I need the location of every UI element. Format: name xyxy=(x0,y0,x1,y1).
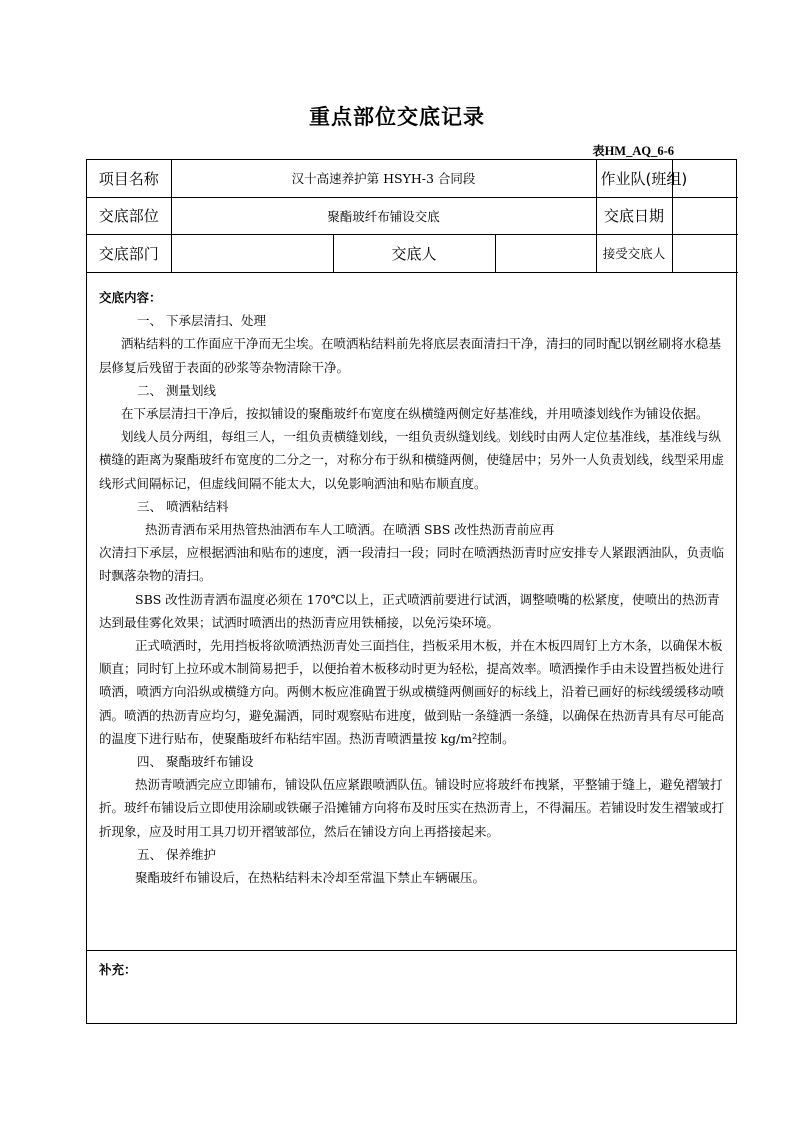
dept-label: 交底部门 xyxy=(87,234,171,272)
form-code xyxy=(593,142,674,159)
paragraph-4-rest: 次清扫下承层，应根据洒油和贴布的速度，洒一段清扫一段；同时在喷洒热沥青时应安排专人紧跟洒油队，负责临时飘落杂物的清扫。 xyxy=(99,545,725,584)
section-heading-2: 二、 测量划线 xyxy=(137,382,216,398)
part-label: 交底部位 xyxy=(87,197,171,234)
content-section xyxy=(87,273,736,951)
project-value: 汉十高速养护第 HSYH-3 合同段 xyxy=(171,160,596,197)
header-row-dept xyxy=(87,234,738,272)
receiver-value[interactable] xyxy=(672,234,738,272)
paragraph-2: 在下承层清扫干净后，按拟铺设的聚酯玻纤布宽度在纵横缝两侧定好基准线，并用喷漆划线作为铺设依据。 xyxy=(121,406,709,422)
dept-value[interactable] xyxy=(171,234,333,272)
content-label: 交底内容： xyxy=(99,290,162,305)
header-table xyxy=(87,160,738,273)
paragraph-5: SBS 改性沥青洒布温度必须在 170℃以上，正式喷洒前要进行试洒，调整喷嘴的松紧度，使喷出的热沥青达到最佳雾化效果；试洒时喷洒出的热沥青应用铁桶接，以免污染环境。 xyxy=(99,591,720,630)
person-label: 交底人 xyxy=(333,234,495,272)
team-label: 作业队(班组) xyxy=(596,160,672,197)
date-label: 交底日期 xyxy=(596,197,672,234)
receiver-label: 接受交底人 xyxy=(596,234,672,272)
date-value[interactable] xyxy=(672,197,738,234)
paragraph-1: 洒粘结料的工作面应干净而无尘埃。在喷洒粘结料前先将底层表面清扫干净，清扫的同时配以钢丝刷将水稳基层修复后残留于表面的砂浆等杂物清除干净。 xyxy=(99,336,722,375)
paragraph-8: 聚酯玻纤布铺设后，在热粘结料未冷却至常温下禁止车辆碾压。 xyxy=(135,870,486,886)
form-code-value: HM_AQ_6-6 xyxy=(604,144,674,158)
header-row-part xyxy=(87,197,738,234)
form-code-prefix: 表 xyxy=(592,144,605,158)
paragraph-3: 划线人员分两组，每组三人，一组负责横缝划线，一组负责纵缝划线。划线时由两人定位基准线，基准线与纵横缝的距离为聚酯玻纤布宽度的二分之一，对称分布于纵和横缝两侧，使缝居中；另外一人负责划线，线型采用虚线形式间隔标记，但虚线间隔不能太大，以免影响洒油和贴布顺直度。 xyxy=(99,429,725,491)
paragraph-6: 正式喷洒时，先用挡板将欲喷洒热沥青处三面挡住，挡板采用木板，并在木板四周钉上方木条，以确保木板顺直；同时钉上拉环或木制简易把手，以便抬着木板移动时更为轻松，提高效率。喷洒操作手由未设置挡板处进行喷洒，喷洒方向沿纵或横缝方向。两侧木板应准确置于纵或横缝两侧画好的标线上，沿着已画好的标线缓缓移动喷洒。喷洒的热沥青应均匀，避免漏洒，同时观察贴布进度，做到贴一条缝洒一条缝，以确保在热沥青具有尽可能高的温度下进行贴布，使聚酯玻纤布粘结牢固。热沥青喷洒量按 kg/m²控制。 xyxy=(99,638,725,746)
document-title: 重点部位交底记录 xyxy=(309,105,485,129)
section-heading-3: 三、 喷洒粘结料 xyxy=(137,498,229,514)
record-sheet xyxy=(86,159,737,1024)
section-heading-4: 四、 聚酯玻纤布铺设 xyxy=(137,754,254,770)
supplement-label: 补充： xyxy=(99,962,137,977)
section-heading-1: 一、 下承层清扫、处理 xyxy=(137,313,266,329)
project-label: 项目名称 xyxy=(87,160,171,197)
part-value: 聚酯玻纤布铺设交底 xyxy=(171,197,596,234)
section-heading-5: 五、 保养维护 xyxy=(137,846,216,862)
person-value[interactable] xyxy=(495,234,596,272)
header-row-project xyxy=(87,160,738,197)
paragraph-7: 热沥青喷洒完应立即铺布，铺设队伍应紧跟喷洒队伍。铺设时应将玻纤布拽紧，平整铺于缝上，避免褶皱打折。玻纤布铺设后立即使用涂刷或铁碾子沿摊铺方向将布及时压实在热沥青上，不得漏压。若铺设时发生褶皱或打折现象，应及时用工具刀切开褶皱部位，然后在铺设方向上再搭接起来。 xyxy=(99,777,725,839)
paragraph-4-line-1: 热沥青洒布采用热管热油洒布车人工喷洒。在喷洒 SBS 改性热沥青前应再 xyxy=(145,522,555,538)
